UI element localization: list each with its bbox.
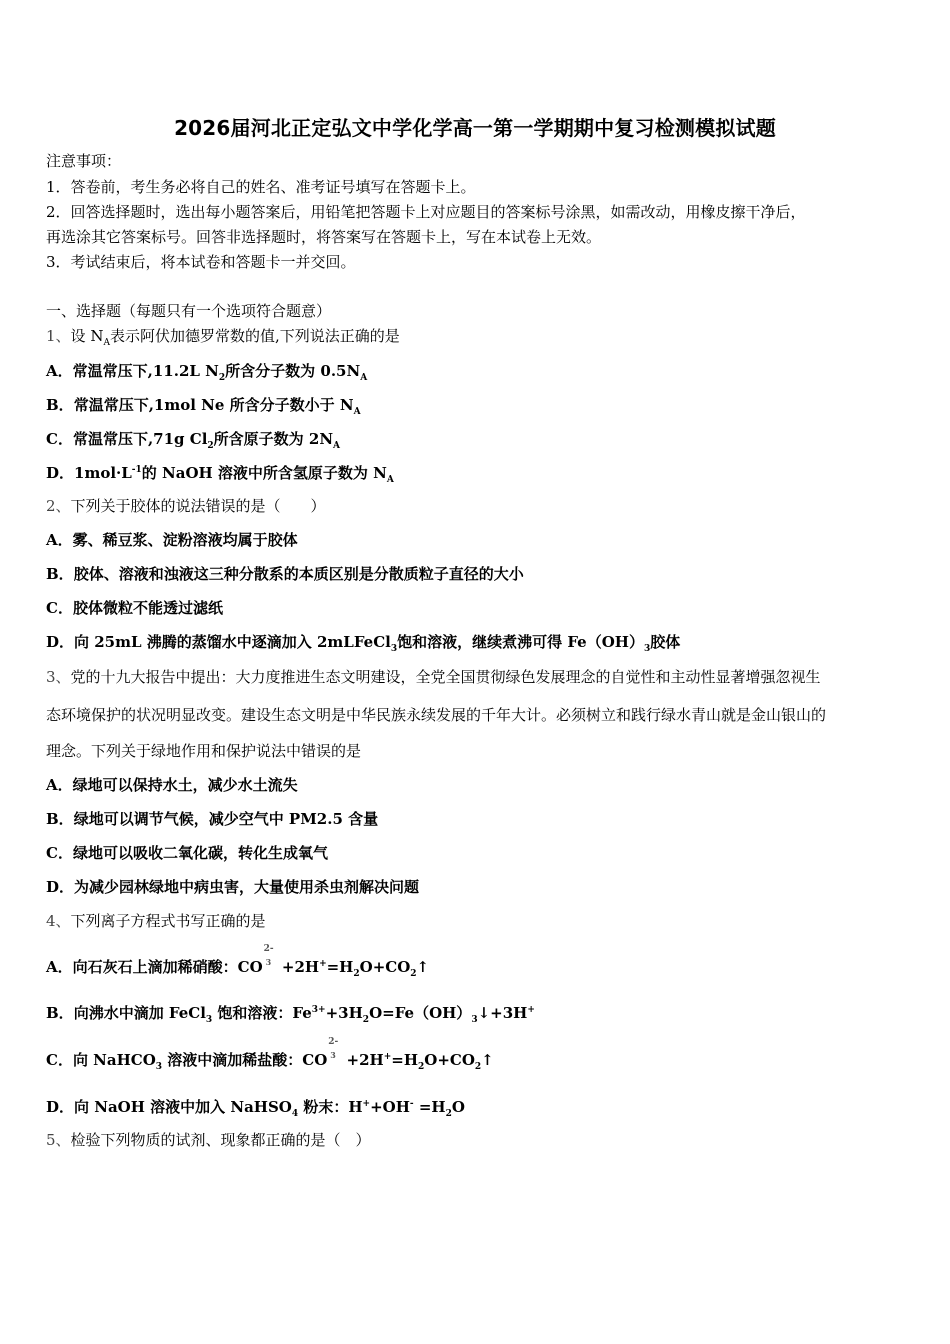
section-heading: 一、选择题（每题只有一个选项符合题意） xyxy=(46,302,332,320)
question-4-option-d: D．向 NaOH 溶液中加入 NaHSO$_4$ 粉末：$H^++OH^- =H_2O$ xyxy=(46,1098,465,1119)
question-3-stem-line-2: 态环境保护的状况明显改变。建设生态文明是中华民族永续发展的千年大计。必须树立和践行绿水青山就是金山银山的 xyxy=(46,706,827,724)
ion-charge: 2- 3 xyxy=(328,1037,339,1060)
notice-item-1: 1．答卷前，考生务必将自己的姓名、准考证号填写在答题卡上。 xyxy=(46,178,476,196)
notice-item-2: 2．回答选择题时，选出每小题答案后，用铅笔把答题卡上对应题目的答案标号涂黑，如需改动，用橡皮擦干净后， xyxy=(46,203,806,221)
notice-heading: 注意事项： xyxy=(46,152,122,170)
question-1-option-d: D．$1mol\cdot L^{-1}$的 NaOH 溶液中所含氢原子数为 $N_A$ xyxy=(46,464,394,485)
question-3-option-d: D．为减少园林绿地中病虫害，大量使用杀虫剂解决问题 xyxy=(46,878,420,896)
page-title: 2026届河北正定弘文中学化学高一第一学期期中复习检测模拟试题 xyxy=(174,116,776,140)
question-4-stem: 4、下列离子方程式书写正确的是 xyxy=(46,912,266,930)
question-3-stem-line-3: 理念。下列关于绿地作用和保护说法中错误的是 xyxy=(46,742,362,760)
question-3-option-c: C．绿地可以吸收二氧化碳，转化生成氧气 xyxy=(46,844,328,862)
question-2-option-a: A．雾、稀豆浆、淀粉溶液均属于胶体 xyxy=(46,531,298,549)
question-3-option-a: A．绿地可以保持水土，减少水土流失 xyxy=(46,776,298,794)
question-1-option-a: A．常温常压下,11.2L $N_2$所含分子数为 $0.5N_A$ xyxy=(46,362,368,383)
question-number: 1、 xyxy=(46,327,71,345)
question-4-option-a: A．向石灰石上滴加稀硝酸：CO 2- 3 $+2H^+=H_2O+CO_2↑$ xyxy=(46,944,430,979)
question-4-option-b: B．向沸水中滴加 FeCl$_3$ 饱和溶液：$Fe^{3+}+3H_2O=Fe(OH)_3↓+3H^+$ xyxy=(46,1004,535,1025)
notice-item-3: 3．考试结束后，将本试卷和答题卡一并交回。 xyxy=(46,253,356,271)
question-2-option-c: C．胶体微粒不能透过滤纸 xyxy=(46,599,223,617)
question-2-stem: 2、下列关于胶体的说法错误的是（ ） xyxy=(46,497,326,515)
question-1-stem: 1、设 $N_A$表示阿伏加德罗常数的值,下列说法正确的是 xyxy=(46,327,400,348)
question-5-stem: 5、检验下列物质的试剂、现象都正确的是（ ） xyxy=(46,1131,371,1149)
question-1-option-c: C．常温常压下,71g $Cl_2$所含原子数为 $2N_A$ xyxy=(46,430,341,451)
question-2-option-d: D．向 25mL 沸腾的蒸馏水中逐滴加入 2mLFeCl$_3$饱和溶液，继续煮沸可得 $Fe(OH)_3$胶体 xyxy=(46,633,681,654)
question-2-option-b: B．胶体、溶液和浊液这三种分散系的本质区别是分散质粒子直径的大小 xyxy=(46,565,524,583)
question-3-option-b: B．绿地可以调节气候，减少空气中 PM2.5 含量 xyxy=(46,810,379,828)
notice-item-2-cont: 再选涂其它答案标号。回答非选择题时，将答案写在答题卡上，写在本试卷上无效。 xyxy=(46,228,602,246)
ion-charge: 2- 3 xyxy=(263,944,274,967)
question-3-stem-line-1: 3、党的十九大报告中提出：大力度推进生态文明建设，全党全国贯彻绿色发展理念的自觉性和主动性显著增强忽视生 xyxy=(46,668,821,686)
question-1-option-b: B．常温常压下,1mol Ne 所含分子数小于 $N_A$ xyxy=(46,396,361,417)
question-4-option-c: C．向 NaHCO$_3$ 溶液中滴加稀盐酸：CO 2- 3 $+2H^+=H_2O+CO_2↑$ xyxy=(46,1037,494,1072)
